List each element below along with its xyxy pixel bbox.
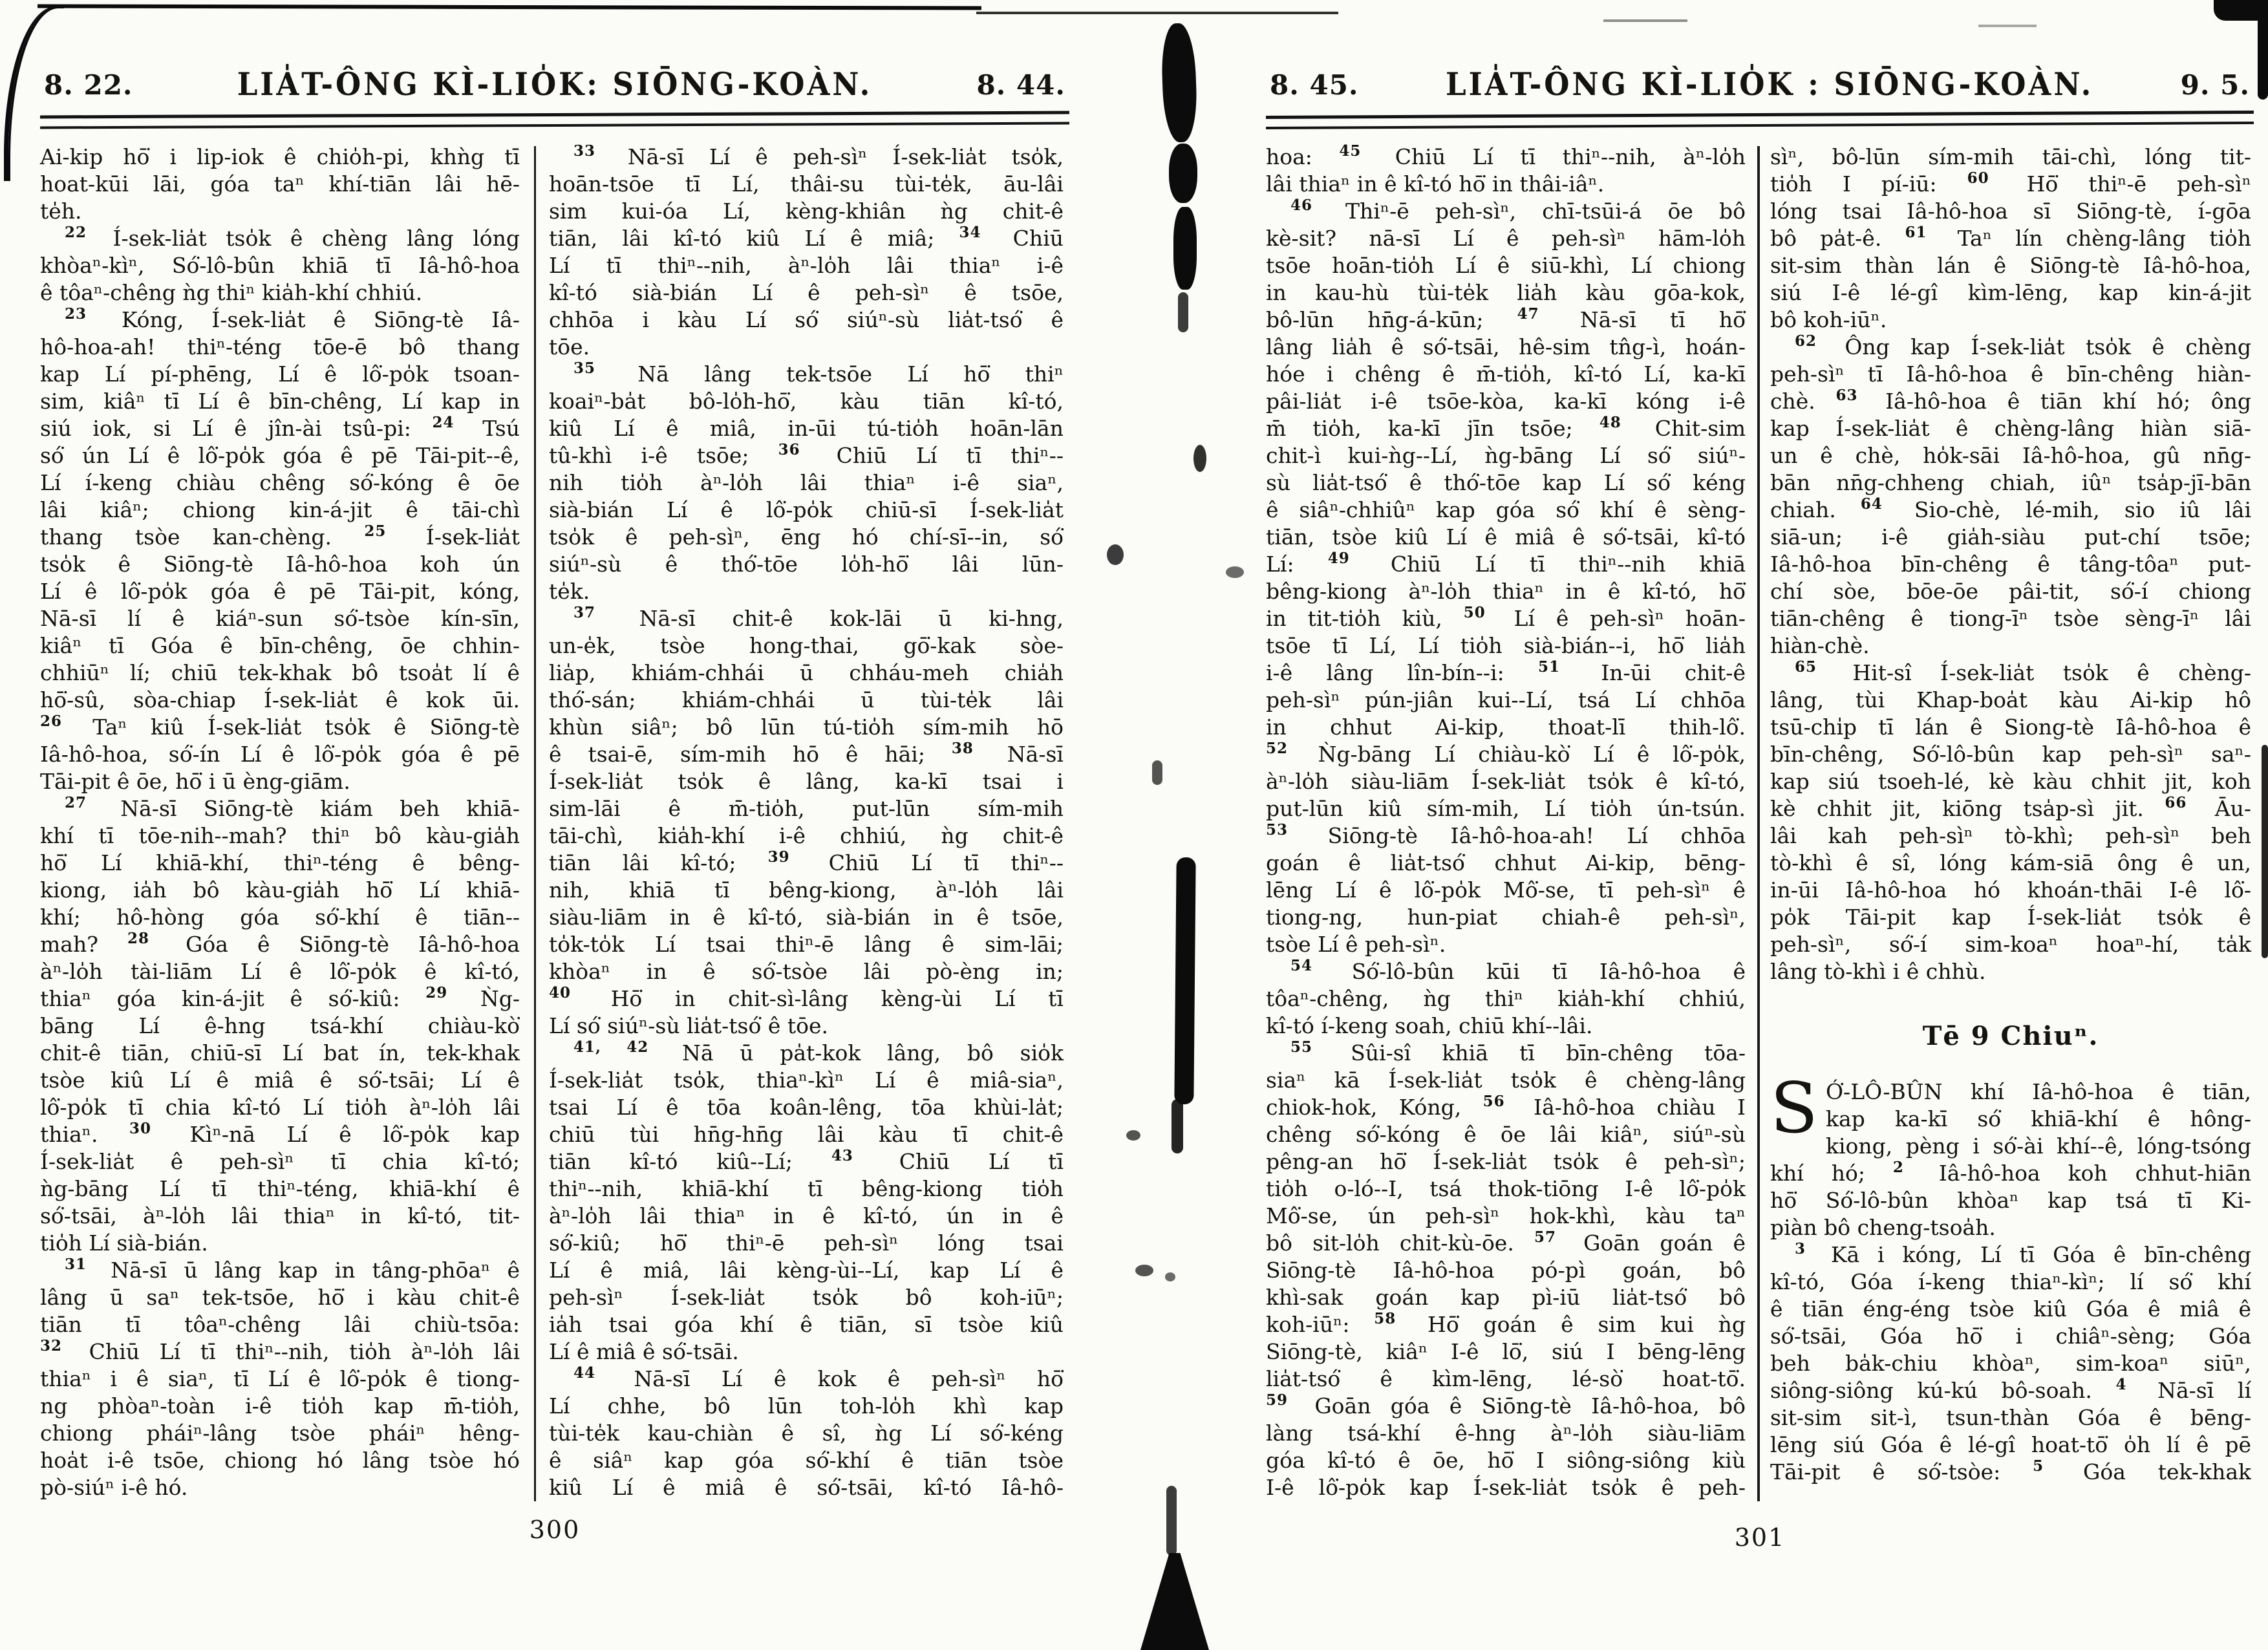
text-line: koaiⁿ-ba̍t bô-lo̍h-hō͘, kàu tiān kî-tó, bbox=[549, 389, 1064, 414]
text-line: $^{62}$ Ông kap Í-sek-lia̍t tso̍k ê chèng bbox=[1794, 332, 2251, 359]
verse-number: 31 bbox=[64, 1256, 87, 1273]
text-line: thiaⁿ góa kin-á-jit ê só͘-kiû: $^{29}$ Ǹg- bbox=[40, 984, 520, 1011]
text-line: peh-sìⁿ pún-jiân kui--Lí, tsá Lí chhōa bbox=[1266, 687, 1746, 712]
text-line: chit-ì kui-ǹg--Lí, ǹg-bāng Lí só͘ siúⁿ- bbox=[1266, 443, 1746, 468]
page-left bbox=[40, 67, 1069, 1544]
text-line: lēng siú Góa ê lé-gî hoat-tō͘ o̍h lí ê pē bbox=[1770, 1432, 2251, 1457]
text-line: hoat-kūi lāi, góa taⁿ khí-tiān lâi hē- bbox=[40, 171, 520, 197]
text-line: Lí: $^{49}$ Chiū Lí tī thiⁿ--nih khiā bbox=[1266, 550, 1746, 577]
text-line: kiong, pèng i só͘-ài khí--ê, lóng-tsóng bbox=[1826, 1133, 2251, 1159]
text-line: tiān kî-tó kiû--Lí; $^{43}$ Chiū Lí tī bbox=[549, 1147, 1064, 1174]
text-line: tû-khì i-ê tsōe; $^{36}$ Chiū Lí tī thiⁿ-- bbox=[549, 441, 1064, 468]
text-line: thang tsòe kan-chèng. $^{25}$ Í-sek-lia̍t bbox=[40, 522, 520, 550]
text-line: mah? $^{28}$ Góa ê Siōng-tè Iâ-hô-hoa bbox=[40, 930, 520, 957]
text-line: chiah. $^{64}$ Sio-chè, lé-mih, sio iû lâi bbox=[1770, 495, 2252, 522]
verse-number: 56 bbox=[1482, 1093, 1505, 1110]
text-line: kiong, ia̍h bô kàu-gia̍h hō͘ Lí khiā- bbox=[40, 877, 520, 903]
text-line: kap ka-kī só͘ khiā-khí ê hông- bbox=[1826, 1106, 2251, 1131]
verse-number: 36 bbox=[778, 441, 800, 458]
text-line: $^{31}$ Nā-sī ū lâng kap in tâng-phōaⁿ ê bbox=[64, 1256, 520, 1283]
verse-number: 25 bbox=[364, 522, 387, 540]
text-line: tiān, lâi kî-tó kiû Lí ê miâ; $^{34}$ Chiū bbox=[549, 224, 1064, 251]
text-line: hóe i chêng ê m̄-tio̍h, kî-tó Lí, ka-kī bbox=[1266, 361, 1746, 387]
text-line: tso̍k ê peh-sìⁿ, ēng hó chí-sī--in, só͘ bbox=[549, 524, 1064, 550]
text-line: kap Lí pí-phēng, Lí ê lô͘-po̍k tsoan- bbox=[40, 361, 520, 387]
text-line: Lí ê lô͘-po̍k góa ê pē Tāi-pit, kóng, bbox=[40, 579, 520, 604]
text-line: Nā-sī lí ê kiáⁿ-sun só͘-tsòe kín-sīn, bbox=[40, 606, 520, 631]
text-line: tio̍h I pí-iū: $^{60}$ Hō͘ thiⁿ-ē peh-sìⁿ bbox=[1770, 169, 2251, 197]
text-line: Lí ê miâ ê só͘-tsāi. bbox=[549, 1339, 739, 1364]
verse-number: 23 bbox=[64, 305, 87, 323]
text-line: Lí chhe, bô lūn toh-lo̍h khì kap bbox=[549, 1393, 1064, 1419]
text-line: ng phòaⁿ-toàn i-ê tio̍h kap m̄-tio̍h, bbox=[40, 1393, 520, 1419]
text-line: khí hó; $^2$ Iâ-hô-hoa koh chhut-hiān bbox=[1770, 1159, 2251, 1186]
scan-artifact-gutter bbox=[1178, 292, 1188, 332]
text-line: Tāi-pit ê ōe, hō͘ i ū èng-giām. bbox=[40, 769, 350, 794]
text-line: Í-sek-lia̍t ê peh-sìⁿ tī chia kî-tó; bbox=[40, 1149, 520, 1174]
text-line: lâng, tùi Khap-boa̍t kàu Ai-kip hô bbox=[1770, 687, 2251, 712]
text-line: pâi-lia̍t i-ê tsōe-kòa, ka-kī kóng i-ê bbox=[1266, 389, 1746, 414]
text-line: Iâ-hô-hoa, só͘-ín Lí ê lô͘-po̍k góa ê pē bbox=[40, 742, 520, 767]
text-line: tiān lâi kî-tó; $^{39}$ Chiū Lí tī thiⁿ-- bbox=[549, 848, 1064, 875]
scan-artifact-gutter bbox=[1152, 760, 1162, 785]
scan-artifact-gutter bbox=[1171, 1099, 1183, 1153]
text-line: lia̍t-tsó͘ ê kìm-lēng, lé-sò͘ hoat-tō͘. bbox=[1266, 1366, 1746, 1391]
text-line: Tāi-pit ê só͘-tsòe: $^5$ Góa tek-khak bbox=[1770, 1457, 2251, 1484]
text-line: tsai Lí ê tōa koân-lêng, tōa khùi-la̍t; bbox=[549, 1095, 1064, 1120]
text-line: bêng-kiong àⁿ-lo̍h thiaⁿ in ê kî-tó, hō͘ bbox=[1266, 579, 1746, 604]
verse-number: 53 bbox=[1266, 821, 1289, 839]
text-line: nih, khiā tī bêng-kiong, àⁿ-lo̍h lâi bbox=[549, 877, 1064, 903]
text-line: Siōng-tè, kiâⁿ I-ê lō͘, siú I bēng-lēng bbox=[1266, 1339, 1746, 1364]
text-line: I-ê lô͘-po̍k kap Í-sek-lia̍t tso̍k ê peh- bbox=[1266, 1475, 1746, 1500]
text-line: thiaⁿ. $^{30}$ Kìⁿ-nā Lí ê lô͘-po̍k kap bbox=[40, 1120, 520, 1147]
text-line: lâng ū saⁿ tek-tsōe, hō͘ i kàu chit-ê bbox=[40, 1285, 520, 1310]
verse-number: 49 bbox=[1327, 550, 1350, 567]
text-line: làng tsá-khí ê-hng àⁿ-lo̍h siàu-liām bbox=[1266, 1420, 1746, 1446]
verse-number: 30 bbox=[129, 1120, 151, 1137]
text-line: kiû Lí ê miâ, in-ūi tú-tio̍h hoān-lān bbox=[549, 416, 1064, 441]
text-line: kap siú tsoeh-lé, kè kàu chhit jit, koh bbox=[1770, 769, 2251, 794]
column-divider-right bbox=[1757, 146, 1760, 1501]
left-page-column-2 bbox=[549, 144, 1064, 1501]
verse-number: 46 bbox=[1290, 197, 1312, 214]
text-line: tōe. bbox=[549, 334, 590, 359]
text-line: in chhut Ai-kip, thoat-lī thih-lô͘. bbox=[1266, 714, 1746, 740]
verse-number: 62 bbox=[1794, 332, 1817, 350]
text-line: Lí tī thiⁿ--nih, àⁿ-lo̍h lâi thiaⁿ i-ê bbox=[549, 253, 1064, 278]
verse-number: 22 bbox=[64, 224, 87, 241]
text-line: Siōng-tè Iâ-hô-hoa pó-pì goán, bô bbox=[1266, 1258, 1746, 1283]
text-line: $^{27}$ Nā-sī Siōng-tè kiám beh khiā- bbox=[64, 794, 520, 821]
text-line: koh-iūⁿ: $^{58}$ Hō͘ goán ê sim kui ǹg bbox=[1266, 1310, 1746, 1337]
left-page-column-1 bbox=[40, 144, 520, 1501]
text-line: siông-siông kú-kú bô-soah. $^4$ Nā-sī lí bbox=[1770, 1376, 2251, 1403]
scan-artifact-gutter-blob bbox=[1140, 1553, 1209, 1650]
scan-artifact-gutter-streak bbox=[1174, 857, 1195, 1104]
text-line: chí sòe, bōe-ōe pâi-tit, só͘-í chiong bbox=[1770, 579, 2251, 604]
verse-number: 34 bbox=[959, 224, 981, 241]
scan-artifact-top-edge bbox=[37, 4, 981, 10]
verse-number: 48 bbox=[1599, 414, 1621, 431]
verse-number: 54 bbox=[1290, 957, 1312, 974]
text-line: $^{37}$ Nā-sī chit-ê kok-lāi ū ki-hng, bbox=[573, 604, 1064, 631]
text-line: kî-tó sià-bián Lí ê peh-sìⁿ ê tsōe, bbox=[549, 280, 1064, 305]
text-line: hō͘ Lí khiā-khí, thiⁿ-téng ê bêng- bbox=[40, 850, 520, 875]
text-line: chiok-hok, Kóng, $^{56}$ Iâ-hô-hoa chiàu I bbox=[1266, 1093, 1746, 1120]
text-line: kap Í-sek-lia̍t ê chèng-lâng hiàn siā- bbox=[1770, 416, 2251, 441]
text-line: siú I-ê lé-gî kìm-lēng, kap kin-á-jit bbox=[1770, 280, 2251, 305]
verse-number: 66 bbox=[2165, 794, 2187, 811]
text-line: chiong pháiⁿ-lâng tsòe pháiⁿ hêng- bbox=[40, 1420, 520, 1446]
scan-artifact-gutter bbox=[1173, 207, 1197, 290]
text-line: po̍k Tāi-pit kap Í-sek-lia̍t tso̍k ê bbox=[1770, 905, 2251, 930]
text-line: tsū-chi̍p tī lán ê Siong-tè Iâ-hô-hoa ê bbox=[1770, 714, 2251, 740]
verse-number: 4 bbox=[2115, 1376, 2127, 1393]
scan-artifact-gutter bbox=[1165, 1272, 1175, 1281]
text-line: lâi kah peh-sìⁿ tò-khì; peh-sìⁿ beh bbox=[1770, 823, 2251, 848]
text-line: pò-siúⁿ i-ê hó. bbox=[40, 1475, 188, 1500]
text-line: $^{52}$ Ǹg-bāng Lí chiàu-kò͘ Lí ê lô͘-po̍k, bbox=[1266, 740, 1746, 767]
page-number-left: 300 bbox=[529, 1516, 581, 1544]
text-line: Lí í-keng chiàu chêng só͘-kóng ê ōe bbox=[40, 470, 520, 495]
verse-number: 50 bbox=[1463, 604, 1486, 621]
text-line: in kau-hù tùi-te̍k lia̍h kàu gōa-kok, bbox=[1266, 280, 1746, 305]
text-line: kî-tó í-keng soah, chiū khí--lâi. bbox=[1266, 1013, 1593, 1038]
text-line: siā-un; i-ê gia̍h-siàu put-chí tsōe; bbox=[1770, 524, 2251, 550]
verse-number: 2 bbox=[1892, 1159, 1904, 1176]
verse-ref-top-right: 8. 44. bbox=[976, 69, 1065, 101]
text-line: $^{59}$ Goān góa ê Siōng-tè Iâ-hô-hoa, bô bbox=[1266, 1391, 1746, 1419]
verse-number: 24 bbox=[432, 414, 455, 431]
text-line: bān nn̄g-chheng chiah, iûⁿ tsa̍p-jī-bān bbox=[1770, 470, 2251, 495]
verse-number: 65 bbox=[1794, 658, 1817, 676]
verse-number: 41, 42 bbox=[573, 1038, 649, 1056]
scan-artifact-top-right-2 bbox=[2258, 17, 2268, 100]
text-line: Í-sek-lia̍t tso̍k, thiaⁿ-kìⁿ Lí ê miâ-siaⁿ, bbox=[549, 1067, 1064, 1093]
text-columns-right bbox=[1266, 144, 2254, 1501]
running-head-right bbox=[1266, 67, 2254, 102]
text-line: siú iok, si Lí ê jîn-ài tsû-pi: $^{24}$ Tsú bbox=[40, 414, 520, 441]
section-heading: Tē 9 Chiuⁿ. bbox=[1922, 1021, 2099, 1051]
text-line: lâng tò-khì i ê chhù. bbox=[1770, 959, 1986, 984]
page-number-right: 301 bbox=[1734, 1523, 1786, 1552]
verse-ref-top-left: 8. 22. bbox=[44, 69, 133, 101]
verse-number: 55 bbox=[1290, 1038, 1312, 1056]
text-line: tio̍h o-ló--I, tsá thok-tiōng I-ê lô͘-po̍k bbox=[1266, 1176, 1746, 1201]
verse-number: 59 bbox=[1266, 1391, 1289, 1409]
text-line: piàn bô cheng-tsoa̍h. bbox=[1770, 1215, 1996, 1240]
verse-number: 58 bbox=[1374, 1310, 1396, 1327]
right-page-column-2 bbox=[1770, 144, 2251, 1501]
text-line: sit-sim sit-ì, tsun-thàn Góa ê bēng- bbox=[1770, 1405, 2251, 1430]
verse-number: 60 bbox=[1967, 169, 1989, 187]
text-line: tôaⁿ-chêng, ǹg thiⁿ kia̍h-khí chhiú, bbox=[1266, 986, 1746, 1011]
text-line: Í-sek-lia̍t tso̍k ê lâng, ka-kī tsai i bbox=[549, 769, 1064, 794]
text-line: $^{26}$ Taⁿ kiû Í-sek-lia̍t tso̍k ê Siōng-tè bbox=[40, 712, 520, 740]
page-right bbox=[1266, 67, 2254, 1552]
text-line: só͘-tsāi, Góa hō͘ i chiâⁿ-sèng; Góa bbox=[1770, 1323, 2251, 1349]
scan-artifact-right-edge bbox=[2262, 745, 2268, 958]
text-line: Lí ê miâ, lâi kèng-ùi--Lí, kap Lí ê bbox=[549, 1258, 1064, 1283]
text-line: lóng tsai Iâ-hô-hoa sī Siōng-tè, í-gōa bbox=[1770, 198, 2251, 224]
text-line: $^{65}$ Hit-sî Í-sek-lia̍t tso̍k ê chèng- bbox=[1794, 658, 2251, 685]
verse-number: 33 bbox=[573, 142, 595, 160]
text-line: chhiūⁿ lí; chiū tek-khak bô tsoa̍t lí ê bbox=[40, 660, 520, 685]
scan-artifact-top-edge-2 bbox=[976, 12, 1338, 14]
verse-ref-top-left-2: 8. 45. bbox=[1270, 69, 1359, 101]
text-line: $^{23}$ Kóng, Í-sek-lia̍t ê Siōng-tè Iâ- bbox=[64, 305, 520, 332]
text-line: tsòe Lí ê peh-sìⁿ. bbox=[1266, 932, 1446, 957]
text-line: in-ūi Iâ-hô-hoa hó khoán-thāi I-ê lô͘- bbox=[1770, 877, 2251, 903]
text-line: ia̍h tsai góa khí ê tiān, sī tsòe kiû bbox=[549, 1312, 1064, 1337]
text-line: put-lūn kiû sím-mih, Lí tio̍h ún-tsún. bbox=[1266, 796, 1746, 821]
text-line: chhōa i kàu Lí só͘ siúⁿ-sù lia̍t-tsó͘ ê bbox=[549, 307, 1064, 332]
verse-number: 52 bbox=[1266, 740, 1289, 757]
text-line: peh-sìⁿ, só͘-í sim-koaⁿ hoaⁿ-hí, ta̍k bbox=[1770, 932, 2251, 957]
text-line: sit-sim thàn lán ê Siōng-tè Iâ-hô-hoa, bbox=[1770, 253, 2251, 278]
text-line: lia̍p, khiám-chhái ū chháu-meh chia̍h bbox=[549, 660, 1064, 685]
text-line: $^{54}$ Só͘-lô-bûn kūi tī Iâ-hô-hoa ê bbox=[1290, 957, 1746, 984]
text-line: i-ê lâng lîn-bín--i: $^{51}$ In-ūi chit-ê bbox=[1266, 658, 1746, 685]
text-line: un ê chè, ho̍k-sāi Iâ-hô-hoa, gû nn̄g- bbox=[1770, 443, 2251, 468]
verse-number: 57 bbox=[1534, 1228, 1556, 1246]
text-line: khùn siâⁿ; bô lūn tú-tio̍h sím-mih hō bbox=[549, 714, 1064, 740]
header-rule-right bbox=[1266, 111, 2254, 129]
text-line: ê tiān éng-éng tsòe kiû Góa ê miâ ê bbox=[1770, 1296, 2251, 1322]
header-rule-left bbox=[40, 111, 1069, 129]
verse-number: 51 bbox=[1538, 658, 1561, 676]
text-line: siàu-liām in ê kî-tó, sià-bián in ê tsōe, bbox=[549, 905, 1064, 930]
verse-number: 5 bbox=[2033, 1457, 2044, 1475]
text-line: lâi kiâⁿ; chiong kin-á-jit ê tāi-chì bbox=[40, 497, 520, 522]
right-page-column-1 bbox=[1266, 144, 1746, 1501]
text-line: tāi-chì, kia̍h-khí i-ê chhiú, ǹg chit-ê bbox=[549, 823, 1064, 848]
text-line: bīn-chêng, Só͘-lô-bûn kap peh-sìⁿ saⁿ- bbox=[1770, 742, 2251, 767]
text-line: thó͘-sán; khiám-chhái ū tùi-te̍k lâi bbox=[549, 687, 1064, 712]
text-line: hiàn-chè. bbox=[1770, 633, 1870, 658]
scan-artifact-corner-curve bbox=[4, 6, 64, 181]
text-line: hoa: $^{45}$ Chiū Lí tī thiⁿ--nih, àⁿ-lo̍h bbox=[1266, 142, 1746, 169]
text-line: bāng Lí ê-hng tsá-khí chiàu-kò͘ bbox=[40, 1013, 520, 1038]
text-line: khòaⁿ in ê só͘-tsòe lâi pò-èng in; bbox=[549, 959, 1064, 984]
text-line: $^{22}$ Í-sek-lia̍t tso̍k ê chèng lâng lóng bbox=[64, 224, 520, 251]
text-line: tso̍k ê Siōng-tè Iâ-hô-hoa koh ún bbox=[40, 552, 520, 577]
text-line: Ó͘-LÔ-BÛN khí Iâ-hô-hoa ê tiān, bbox=[1826, 1079, 2251, 1104]
text-line: só͘-kiû; hō͘ thiⁿ-ē peh-sìⁿ lóng tsai bbox=[549, 1230, 1064, 1256]
text-line: bô-lūn hn̄g-á-kūn; $^{47}$ Nā-sī tī hō͘ bbox=[1266, 305, 1746, 332]
running-head-left bbox=[40, 67, 1069, 102]
text-line: tiān tī tôaⁿ-chêng lâi chiù-tsōa: bbox=[40, 1312, 520, 1337]
text-line: tio̍h Lí sià-bián. bbox=[40, 1230, 208, 1256]
text-line: kè chhit jit, kiōng tsa̍p-sì jit. $^{66}$ Āu- bbox=[1770, 794, 2251, 821]
text-line: sù lia̍t-tsó͘ ê thó͘-tōe kap Lí só͘ kéng bbox=[1266, 470, 1746, 495]
chapter-start bbox=[1770, 1078, 2251, 1486]
text-line: tiān-chêng ê tiong-īⁿ tsòe sèng-īⁿ lâi bbox=[1770, 606, 2251, 631]
text-line: $^{32}$ Chiū Lí tī thiⁿ--nih, tio̍h àⁿ-lo̍h lâi bbox=[40, 1337, 520, 1364]
verse-number: 40 bbox=[549, 984, 572, 1002]
verse-number: 3 bbox=[1794, 1240, 1806, 1258]
text-line: àⁿ-lo̍h lâi thiaⁿ in ê kî-tó, ún in ê bbox=[549, 1203, 1064, 1228]
scan-artifact-gutter bbox=[1169, 144, 1197, 203]
text-line: $^{41, 42}$ Nā ū pa̍t-kok lâng, bô sio̍k bbox=[573, 1038, 1064, 1066]
text-line: só͘-tsāi, àⁿ-lo̍h lâi thiaⁿ in kî-tó, tit- bbox=[40, 1203, 520, 1228]
text-line: sià-bián Lí ê lô͘-po̍k chiū-sī Í-sek-lia̍t bbox=[549, 497, 1064, 522]
text-line: tùi-te̍k kau-chiàn ê sî, ǹg Lí só͘-kéng bbox=[549, 1420, 1064, 1446]
text-line: peh-sìⁿ tī Iâ-hô-hoa ê bīn-chêng hiàn- bbox=[1770, 361, 2251, 387]
verse-number: 44 bbox=[573, 1364, 595, 1382]
book-title-left: LIA̍T-ÔNG KÌ-LIO̍K: SIŌNG-KOÀN. bbox=[237, 65, 873, 103]
text-line: tsōe hoān-tio̍h Lí ê siū-khì, Lí chiong bbox=[1266, 253, 1746, 278]
text-line: sim-lāi ê m̄-tio̍h, put-lūn sím-mih bbox=[549, 796, 1064, 821]
text-line: bô pa̍t-ê. $^{61}$ Taⁿ lín chèng-lâng tio̍h bbox=[1770, 224, 2252, 251]
text-line: sìⁿ, bô-lūn sím-mih tāi-chì, lóng tit- bbox=[1770, 144, 2251, 169]
scan-artifact-gutter bbox=[1161, 23, 1198, 143]
text-line: te̍k. bbox=[549, 579, 590, 604]
scan-artifact-gutter bbox=[1166, 1486, 1177, 1556]
text-line: peh-sìⁿ Í-sek-lia̍t tso̍k bô koh-iūⁿ; bbox=[549, 1285, 1064, 1310]
text-line: lâng lia̍h ê só͘-tsāi, hê-sim tn̂g-ì, hoán- bbox=[1266, 334, 1746, 359]
column-divider-left bbox=[534, 146, 536, 1501]
scan-artifact-top-edge-3 bbox=[1603, 19, 1687, 22]
text-line: ê siâⁿ kap góa só͘-khí ê tiān tsòe bbox=[549, 1448, 1064, 1473]
verse-number: 26 bbox=[40, 712, 63, 730]
text-line: só͘ ún Lí ê lô͘-po̍k góa ê pē Tāi-pit--ê, bbox=[40, 443, 520, 468]
verse-number: 43 bbox=[831, 1147, 853, 1164]
text-line: thiⁿ--nih, khiā-khí tī bêng-kiong tio̍h bbox=[549, 1176, 1064, 1201]
text-line: àⁿ-lo̍h tài-liām Lí ê lô͘-po̍k ê kî-tó, bbox=[40, 959, 520, 984]
verse-number: 39 bbox=[767, 848, 790, 866]
text-line: lâi thiaⁿ in ê kî-tó hō͘ in thâi-iâⁿ. bbox=[1266, 171, 1605, 197]
scan-artifact-gutter bbox=[1226, 566, 1244, 578]
text-line: chè. $^{63}$ Iâ-hô-hoa ê tiān khí hó; ông bbox=[1770, 387, 2251, 414]
text-line: chit-ê tiān, chiū-sī Lí bat ín, tek-khak bbox=[40, 1040, 520, 1066]
text-line: $^3$ Kā i kóng, Lí tī Góa ê bīn-chêng bbox=[1794, 1240, 2251, 1267]
text-line: bô sit-lo̍h chit-kù-ōe. $^{57}$ Goān goán ê bbox=[1266, 1228, 1746, 1256]
text-line: hoān-tsōe tī Lí, thâi-su tùi-te̍k, āu-lâi bbox=[549, 171, 1064, 197]
text-line: sim kui-óa Lí, kèng-khiân ǹg chit-ê bbox=[549, 198, 1064, 224]
text-line: thiaⁿ i ê siaⁿ, tī Lí ê lô͘-po̍k ê tiong- bbox=[40, 1366, 520, 1391]
scan-artifact-top-edge-4 bbox=[1978, 25, 2037, 27]
text-line: tò-khì ê sî, lóng kám-siā ông ê un, bbox=[1770, 850, 2251, 875]
text-line: tsōe tī Lí, Lí tio̍h sià-bián--i, hō͘ lia̍h bbox=[1266, 633, 1746, 658]
text-line: goán ê lia̍t-tsó͘ chhut Ai-kip, bēng- bbox=[1266, 850, 1746, 875]
text-line: $^{40}$ Hō͘ in chit-sì-lâng kèng-ùi Lí tī bbox=[549, 984, 1064, 1011]
text-line: bô koh-iūⁿ. bbox=[1770, 307, 1887, 332]
text-line: beh ba̍k-chiu khòaⁿ, sim-koaⁿ siūⁿ, bbox=[1770, 1351, 2251, 1376]
text-line: $^{53}$ Siōng-tè Iâ-hô-hoa-ah! Lí chhōa bbox=[1266, 821, 1746, 848]
text-line: khí tī tōe-nih--mah? thiⁿ bô kàu-gia̍h bbox=[40, 823, 520, 848]
scan-artifact-gutter bbox=[1107, 544, 1124, 565]
text-line: tiān, tsòe kiû Lí ê miâ ê só͘-tsāi, kî-tó bbox=[1266, 524, 1746, 550]
text-columns-left bbox=[40, 144, 1069, 1501]
text-line: lô͘-po̍k tī chia kî-tó Lí tio̍h àⁿ-lo̍h lâi bbox=[40, 1095, 520, 1120]
text-line: kiû Lí ê miâ ê só͘-tsāi, kî-tó Iâ-hô- bbox=[549, 1475, 1064, 1500]
verse-number: 64 bbox=[1860, 495, 1883, 513]
book-title-right: LIA̍T-ÔNG KÌ-LIO̍K : SIŌNG-KOÀN. bbox=[1445, 65, 2094, 103]
verse-ref-top-right-2: 9. 5. bbox=[2180, 69, 2250, 101]
text-line: ê siâⁿ-chhiûⁿ kap góa só͘ khí ê sèng- bbox=[1266, 497, 1746, 522]
verse-number: 27 bbox=[64, 794, 87, 811]
text-line: chiū tùi hn̄g-hn̄g lâi kàu tī chit-ê bbox=[549, 1122, 1064, 1147]
text-line: tsòe kiû Lí ê miâ ê só͘-tsāi; Lí ê bbox=[40, 1067, 520, 1093]
verse-number: 63 bbox=[1835, 387, 1858, 404]
text-line: Lí só͘ siúⁿ-sù lia̍t-tsó͘ ê tōe. bbox=[549, 1013, 829, 1038]
text-line: siúⁿ-sù ê thó͘-tōe lo̍h-hō͘ lâi lūn- bbox=[549, 552, 1064, 577]
text-line: tiong-ng, hun-piat chiah-ê peh-sìⁿ, bbox=[1266, 905, 1746, 930]
text-line: ê tôaⁿ-chêng ǹg thiⁿ kia̍h-khí chhiú. bbox=[40, 280, 423, 305]
text-line: $^{55}$ Sûi-sî khiā tī bīn-chêng tōa- bbox=[1290, 1038, 1746, 1066]
verse-number: 37 bbox=[573, 604, 595, 621]
text-line: hō͘ Só͘-lô-bûn khòaⁿ kap tsá tī Ki- bbox=[1770, 1188, 2251, 1213]
text-line: ǹg-bāng Lí tī thiⁿ-téng, khiā-khí ê bbox=[40, 1176, 520, 1201]
text-line: siaⁿ kā Í-sek-lia̍t tso̍k ê chèng-lâng bbox=[1266, 1067, 1746, 1093]
scan-artifact-gutter bbox=[1126, 1130, 1140, 1141]
text-line: hō͘-sû, sòa-chiap Í-sek-lia̍t ê kok ūi. bbox=[40, 687, 520, 712]
verse-number: 28 bbox=[127, 930, 149, 947]
text-line: khòaⁿ-kìⁿ, Só͘-lô-bûn khiā tī Iâ-hô-hoa bbox=[40, 253, 520, 278]
verse-number: 38 bbox=[951, 740, 974, 757]
scan-artifact-gutter bbox=[1193, 445, 1206, 472]
text-line: kè-sit? nā-sī Lí ê peh-sìⁿ hām-lo̍h bbox=[1266, 226, 1746, 251]
text-line: Mô͘-se, ún peh-sìⁿ hok-khì, kàu taⁿ bbox=[1266, 1203, 1746, 1228]
text-line: $^{33}$ Nā-sī Lí ê peh-sìⁿ Í-sek-lia̍t tso̍k, bbox=[573, 142, 1064, 169]
text-line: un-e̍k, tsòe hong-thai, gō͘-kak sòe- bbox=[549, 633, 1064, 658]
text-line: $^{46}$ Thiⁿ-ē peh-sìⁿ, chī-tsūi-á ōe bô bbox=[1290, 197, 1746, 224]
text-line: lēng Lí ê lô͘-po̍k Mô͘-se, tī peh-sìⁿ ê bbox=[1266, 877, 1746, 903]
text-line: in tit-tio̍h kiù, $^{50}$ Lí ê peh-sìⁿ hoān- bbox=[1266, 604, 1746, 631]
text-line: $^{35}$ Nā lâng tek-tsōe Lí hō͘ thiⁿ bbox=[573, 359, 1064, 387]
verse-number: 35 bbox=[573, 359, 595, 377]
drop-cap: S bbox=[1770, 1078, 1818, 1149]
text-line: to̍k-to̍k Lí tsai thiⁿ-ē lâng ê sim-lāi; bbox=[549, 932, 1064, 957]
verse-number: 61 bbox=[1905, 224, 1927, 241]
text-line: Iâ-hô-hoa bīn-chêng ê tâng-tôaⁿ put- bbox=[1770, 552, 2251, 577]
text-line: ê tsai-ē, sím-mih hō ê hāi; $^{38}$ Nā-sī bbox=[549, 740, 1064, 767]
text-line: àⁿ-lo̍h siàu-liām Í-sek-lia̍t tso̍k ê kî-tó, bbox=[1266, 769, 1746, 794]
text-line: khì-sak goán kap pì-iū lia̍t-tsó͘ bô bbox=[1266, 1285, 1746, 1310]
text-line: $^{44}$ Nā-sī Lí ê kok ê peh-sìⁿ hō͘ bbox=[573, 1364, 1064, 1391]
verse-number: 45 bbox=[1339, 142, 1362, 160]
scan-artifact-gutter bbox=[1135, 1265, 1153, 1276]
text-line: khí; hô-hòng góa só͘-khí ê tiān-- bbox=[40, 905, 520, 930]
text-line: Ai-kip hō͘ i lip-iok ê chio̍h-pi, khǹg tī bbox=[40, 144, 520, 169]
text-line: kî-tó, Góa í-keng thiaⁿ-kìⁿ; lí só͘ khí bbox=[1770, 1269, 2251, 1294]
verse-number: 29 bbox=[425, 984, 448, 1002]
text-line: kiâⁿ tī Góa ê bīn-chêng, ōe chhin- bbox=[40, 633, 520, 658]
text-line: hô-hoa-ah! thiⁿ-téng tōe-ē bô thang bbox=[40, 334, 520, 359]
text-line: te̍h. bbox=[40, 198, 82, 224]
text-line: hoa̍t i-ê tsōe, chiong hó lâng tsòe hó bbox=[40, 1448, 520, 1473]
text-line: nih tio̍h àⁿ-lo̍h lâi thiaⁿ i-ê siaⁿ, bbox=[549, 470, 1064, 495]
text-line: góa kî-tó ê ōe, hō͘ I siông-siông kiù bbox=[1266, 1448, 1746, 1473]
text-line: chêng só͘-kóng ê ōe lâi kiâⁿ, siúⁿ-sù bbox=[1266, 1122, 1746, 1147]
text-line: sim, kiâⁿ tī Lí ê bīn-chêng, Lí kap in bbox=[40, 389, 520, 414]
verse-number: 32 bbox=[40, 1337, 63, 1355]
text-line: pêng-an hō͘ Í-sek-lia̍t tso̍k ê peh-sìⁿ; bbox=[1266, 1149, 1746, 1174]
verse-number: 47 bbox=[1517, 305, 1539, 323]
text-line: m̄ tio̍h, ka-kī jīn tsōe; $^{48}$ Chit-sim bbox=[1266, 414, 1746, 441]
